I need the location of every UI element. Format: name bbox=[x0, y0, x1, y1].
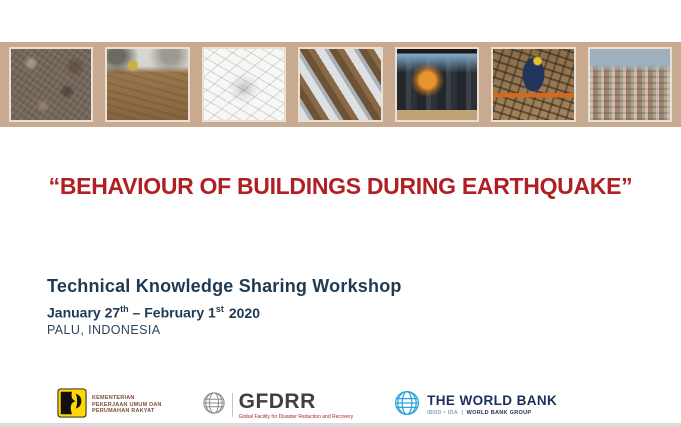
gfdrr-acronym: GFDRR bbox=[238, 389, 316, 413]
pupr-logo-text bbox=[92, 395, 162, 416]
pupr-line3: PERUMAHAN RAKYAT bbox=[92, 408, 155, 415]
pupr-line2: PEKERJAAN UMUM DAN bbox=[92, 401, 162, 408]
photo-banner bbox=[0, 42, 681, 127]
date-part1: January 27 bbox=[47, 304, 121, 321]
banner-photo-rebar-worker bbox=[491, 47, 575, 122]
banner-photo-steel-beams bbox=[298, 47, 382, 122]
world-bank-separator: | bbox=[461, 409, 464, 416]
banner-photo-concrete-pour bbox=[395, 47, 479, 122]
world-bank-logo bbox=[393, 389, 557, 422]
date-ordinal-th: th bbox=[120, 304, 129, 314]
world-bank-globe-icon bbox=[393, 389, 421, 422]
banner-photo-soil-texture bbox=[9, 47, 93, 122]
world-bank-ibrd-ida: IBRD • IDA bbox=[427, 409, 459, 416]
pupr-logo bbox=[57, 388, 162, 423]
gfdrr-globe-icon bbox=[202, 391, 226, 420]
gfdrr-divider bbox=[232, 393, 233, 417]
world-bank-group: WORLD BANK GROUP bbox=[466, 409, 532, 416]
banner-photo-excavation bbox=[105, 47, 189, 122]
slide-title: “BEHAVIOUR OF BUILDINGS DURING EARTHQUAKE” bbox=[48, 173, 633, 199]
banner-photo-site-drawing bbox=[202, 47, 286, 122]
date-part2: – February 1 bbox=[128, 304, 216, 321]
pupr-ministry-emblem-icon bbox=[57, 388, 87, 423]
date-year: 2020 bbox=[228, 304, 260, 321]
gfdrr-logo bbox=[202, 391, 354, 420]
gfdrr-tagline: Global Facility for Disaster Reduction and Recovery bbox=[238, 413, 354, 420]
workshop-title: Technical Knowledge Sharing Workshop bbox=[47, 276, 402, 296]
world-bank-subline bbox=[427, 410, 557, 416]
pupr-line1: KEMENTERIAN bbox=[92, 394, 135, 401]
world-bank-name: THE WORLD BANK bbox=[427, 393, 558, 409]
date-ordinal-st: st bbox=[215, 304, 224, 314]
banner-photo-cityscape bbox=[588, 47, 672, 122]
logo-strip bbox=[57, 387, 557, 423]
slide-bottom-edge bbox=[0, 423, 681, 427]
workshop-location: PALU, INDONESIA bbox=[47, 323, 161, 337]
workshop-date bbox=[47, 304, 260, 321]
